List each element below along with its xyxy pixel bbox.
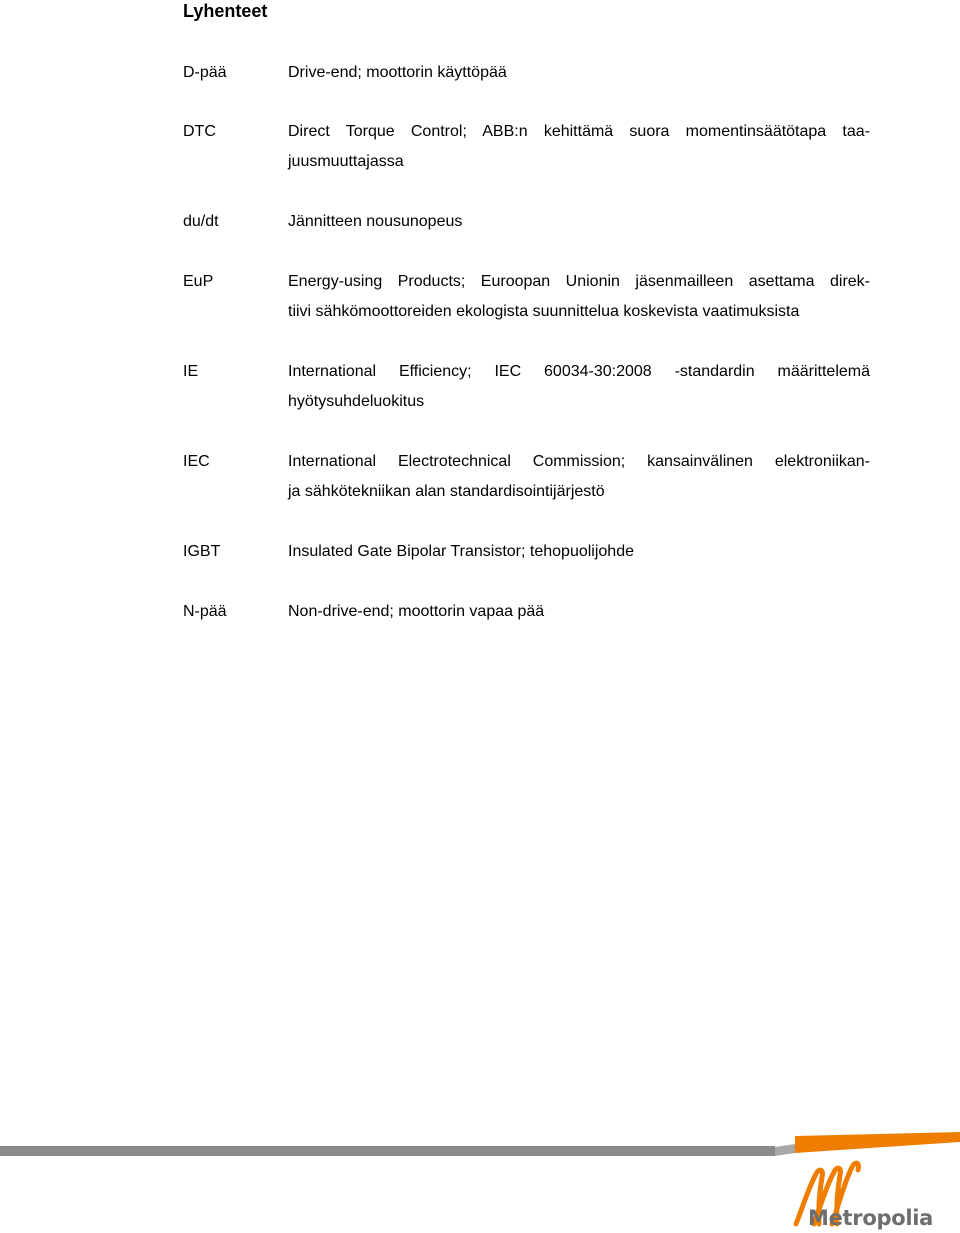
definition-line: ja sähkötekniikan alan standardisointijärjestö xyxy=(288,483,605,500)
abbreviation-term: D-pää xyxy=(183,64,227,81)
definition-line: hyötysuhdeluokitus xyxy=(288,393,425,410)
definition-line: Direct Torque Control; ABB:n kehittämä suora momentinsäätötapa taa- xyxy=(288,123,870,140)
metropolia-logo-text: Metropolia xyxy=(808,1206,933,1230)
definition-line: Drive-end; moottorin käyttöpää xyxy=(288,64,507,81)
definition-line: Energy-using Products; Euroopan Unionin jäsenmailleen asettama direk- xyxy=(288,273,870,290)
abbreviation-term: IEC xyxy=(183,453,210,470)
footer-orange-band xyxy=(795,1132,960,1153)
abbreviation-definition xyxy=(288,447,870,507)
abbreviation-term: N-pää xyxy=(183,603,227,620)
abbreviation-definition xyxy=(288,58,870,88)
definition-line: Jännitteen nousunopeus xyxy=(288,213,463,230)
abbreviation-term: IE xyxy=(183,363,199,380)
abbreviation-term: IGBT xyxy=(183,543,221,560)
abbreviation-term: du/dt xyxy=(183,213,219,230)
abbreviation-definition xyxy=(288,537,870,567)
abbreviation-definition xyxy=(288,267,870,327)
page-heading: Lyhenteet xyxy=(183,1,268,21)
abbreviation-definition xyxy=(288,117,870,177)
abbreviation-definition xyxy=(288,207,870,237)
abbreviation-term: DTC xyxy=(183,123,216,140)
definition-line: International Efficiency; IEC 60034-30:2008 -standardin määrittelemä xyxy=(288,363,870,380)
footer-gray-band xyxy=(0,1146,775,1156)
footer-band-taper xyxy=(775,1144,795,1156)
definition-line: Non-drive-end; moottorin vapaa pää xyxy=(288,603,545,620)
abbreviation-definition xyxy=(288,597,870,627)
abbreviation-term: EuP xyxy=(183,273,214,290)
definition-line: juusmuuttajassa xyxy=(288,153,404,170)
abbreviation-definition xyxy=(288,357,870,417)
definition-line: International Electrotechnical Commission; kansainvälinen elektroniikan- xyxy=(288,453,870,470)
page-footer xyxy=(0,1125,960,1233)
definition-line: Insulated Gate Bipolar Transistor; tehopuolijohde xyxy=(288,543,634,560)
definition-line: tiivi sähkömoottoreiden ekologista suunnittelua koskevista vaatimuksista xyxy=(288,303,800,320)
